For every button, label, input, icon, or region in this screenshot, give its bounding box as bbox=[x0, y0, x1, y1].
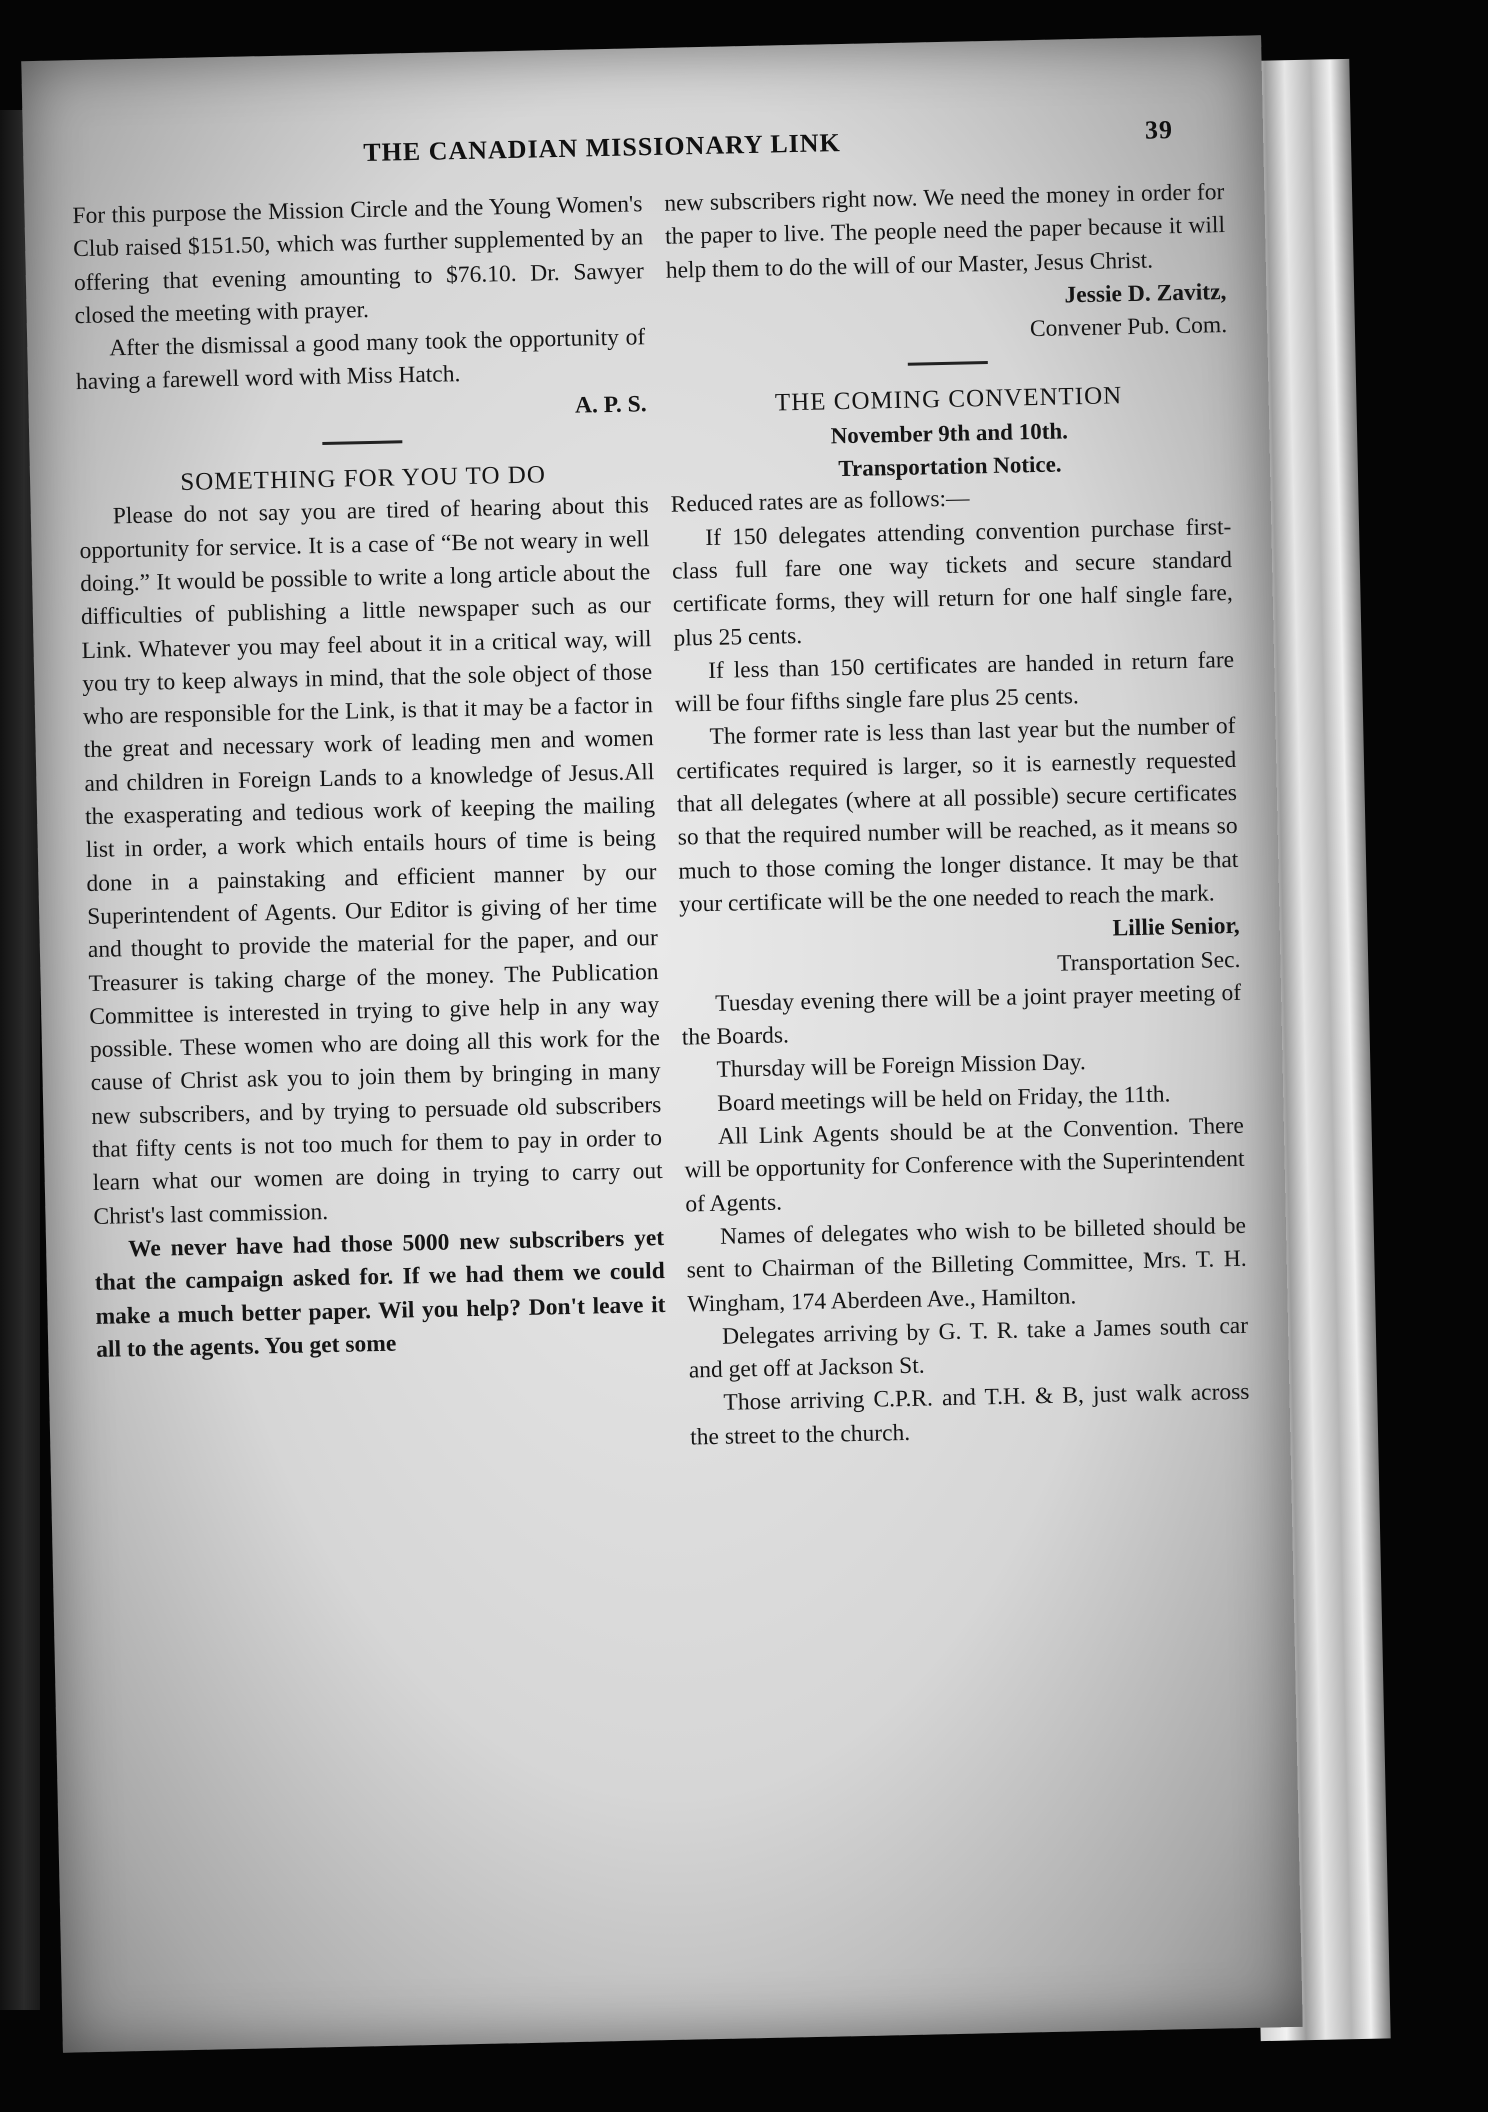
paragraph: Delegates arriving by G. T. R. take a James south car and get off at Jackson St. bbox=[688, 1312, 1249, 1384]
subheading: Transportation Notice. bbox=[838, 451, 1062, 482]
article-heading: THE COMING CONVENTION bbox=[774, 382, 1123, 417]
paragraph: Names of delegates who wish to be billeted should be sent to Chairman of the Billeting Committee, Mrs. T. H. Wingham, 174 Aberdeen Ave., Hamilton. bbox=[686, 1212, 1247, 1318]
divider bbox=[908, 362, 988, 367]
paragraph: new subscribers right now. We need the money in order for the paper to live. The people need the paper because it will help them to do the will of our Master, Jesus Christ. bbox=[664, 179, 1226, 284]
signature: A. P. S. bbox=[574, 390, 647, 419]
paragraph: All Link Agents should be at the Convention. There will be opportunity for Conference with the Superintendent of Agents. bbox=[684, 1112, 1245, 1218]
document-page bbox=[21, 35, 1302, 2053]
paragraph: Board meetings will be held on Friday, the 11th. bbox=[716, 1081, 1171, 1117]
paragraph: For this purpose the Mission Circle and the Young Women's Club raised $151.50, which was further supplemented by an offering that evening amounting to $76.10. Dr. Sawyer closed the meeting with prayer. bbox=[72, 191, 645, 330]
paragraph: Please do not say you are tired of hearing about this opportunity for service. It is a case of “Be not weary in well doing.” It would be possible to write a long article about the difficulties of publishing a little newspaper such as our Link. Whatever you may feel about it in a critical way, will you try to keep always in mind, that the sole object of those who are responsible for the Link, is that it may be a factor in the great and necessary work of leading men and women and children in Foreign Lands to a knowledge of Jesus.All the exasperating and tedious work of keeping the mailing list in order, a work which entails hours of time is being done in a painstaking and efficient manner by our Superintendent of Agents. Our Editor is giving of her time and thought to provide the material for the paper, and our Treasurer is taking charge of the money. The Publication Committee is interested in trying to give help in any way possible. These women who are doing all this work for the cause of Christ ask you to join them by bringing in many new subscribers, and by trying to persuade old subscribers that fifty cents is not too much for them to pay in order to learn what our women are doing in trying to carry out Christ's last commission. bbox=[79, 492, 663, 1230]
signature-name: Lillie Senior, bbox=[1112, 913, 1240, 942]
left-column bbox=[72, 188, 666, 1367]
paragraph: We never have had those 5000 new subscribers yet that the campaign asked for. If we had them we could make a much better paper. Wil you help? Don't leave it all to the agents. You get some bbox=[94, 1224, 666, 1363]
signature-title: Transportation Sec. bbox=[1056, 946, 1241, 977]
paragraph: If 150 delegates attending convention purchase first-class full fare one way tickets and secure standard certificate forms, they will return for one half single fare, plus 25 cents. bbox=[671, 513, 1233, 652]
paragraph: Those arriving C.P.R. and T.H. & B, just walk across the street to the church. bbox=[689, 1379, 1250, 1451]
paragraph: The former rate is less than last year but the number of certificates required is larger, so it is earnestly requested that all delegates (where at all possible) secure certificates so that the required number will be reached, as it means so much to those coming the longer distance. It may be that your certificate will be the one needed to reach the mark. bbox=[676, 713, 1239, 918]
paragraph: Reduced rates are as follows:— bbox=[670, 485, 970, 519]
signature-title: Convener Pub. Com. bbox=[1029, 312, 1228, 343]
subheading: November 9th and 10th. bbox=[830, 418, 1069, 449]
paragraph: If less than 150 certificates are handed in return fare will be four fifths single fare plus 25 cents. bbox=[674, 646, 1235, 718]
paragraph: Thursday will be Foreign Mission Day. bbox=[716, 1049, 1086, 1084]
right-column bbox=[664, 176, 1250, 1454]
divider bbox=[322, 440, 402, 445]
paragraph: Tuesday evening there will be a joint prayer meeting of the Boards. bbox=[681, 979, 1242, 1051]
paragraph: After the dismissal a good many took the opportunity of having a farewell word with Miss Hatch. bbox=[75, 324, 646, 396]
article-heading: SOMETHING FOR YOU TO DO bbox=[180, 461, 547, 497]
signature-name: Jessie D. Zavitz, bbox=[1064, 278, 1227, 309]
running-header bbox=[323, 106, 1204, 174]
page-number: 39 bbox=[1144, 115, 1174, 145]
journal-title: THE CANADIAN MISSIONARY LINK bbox=[362, 128, 842, 168]
